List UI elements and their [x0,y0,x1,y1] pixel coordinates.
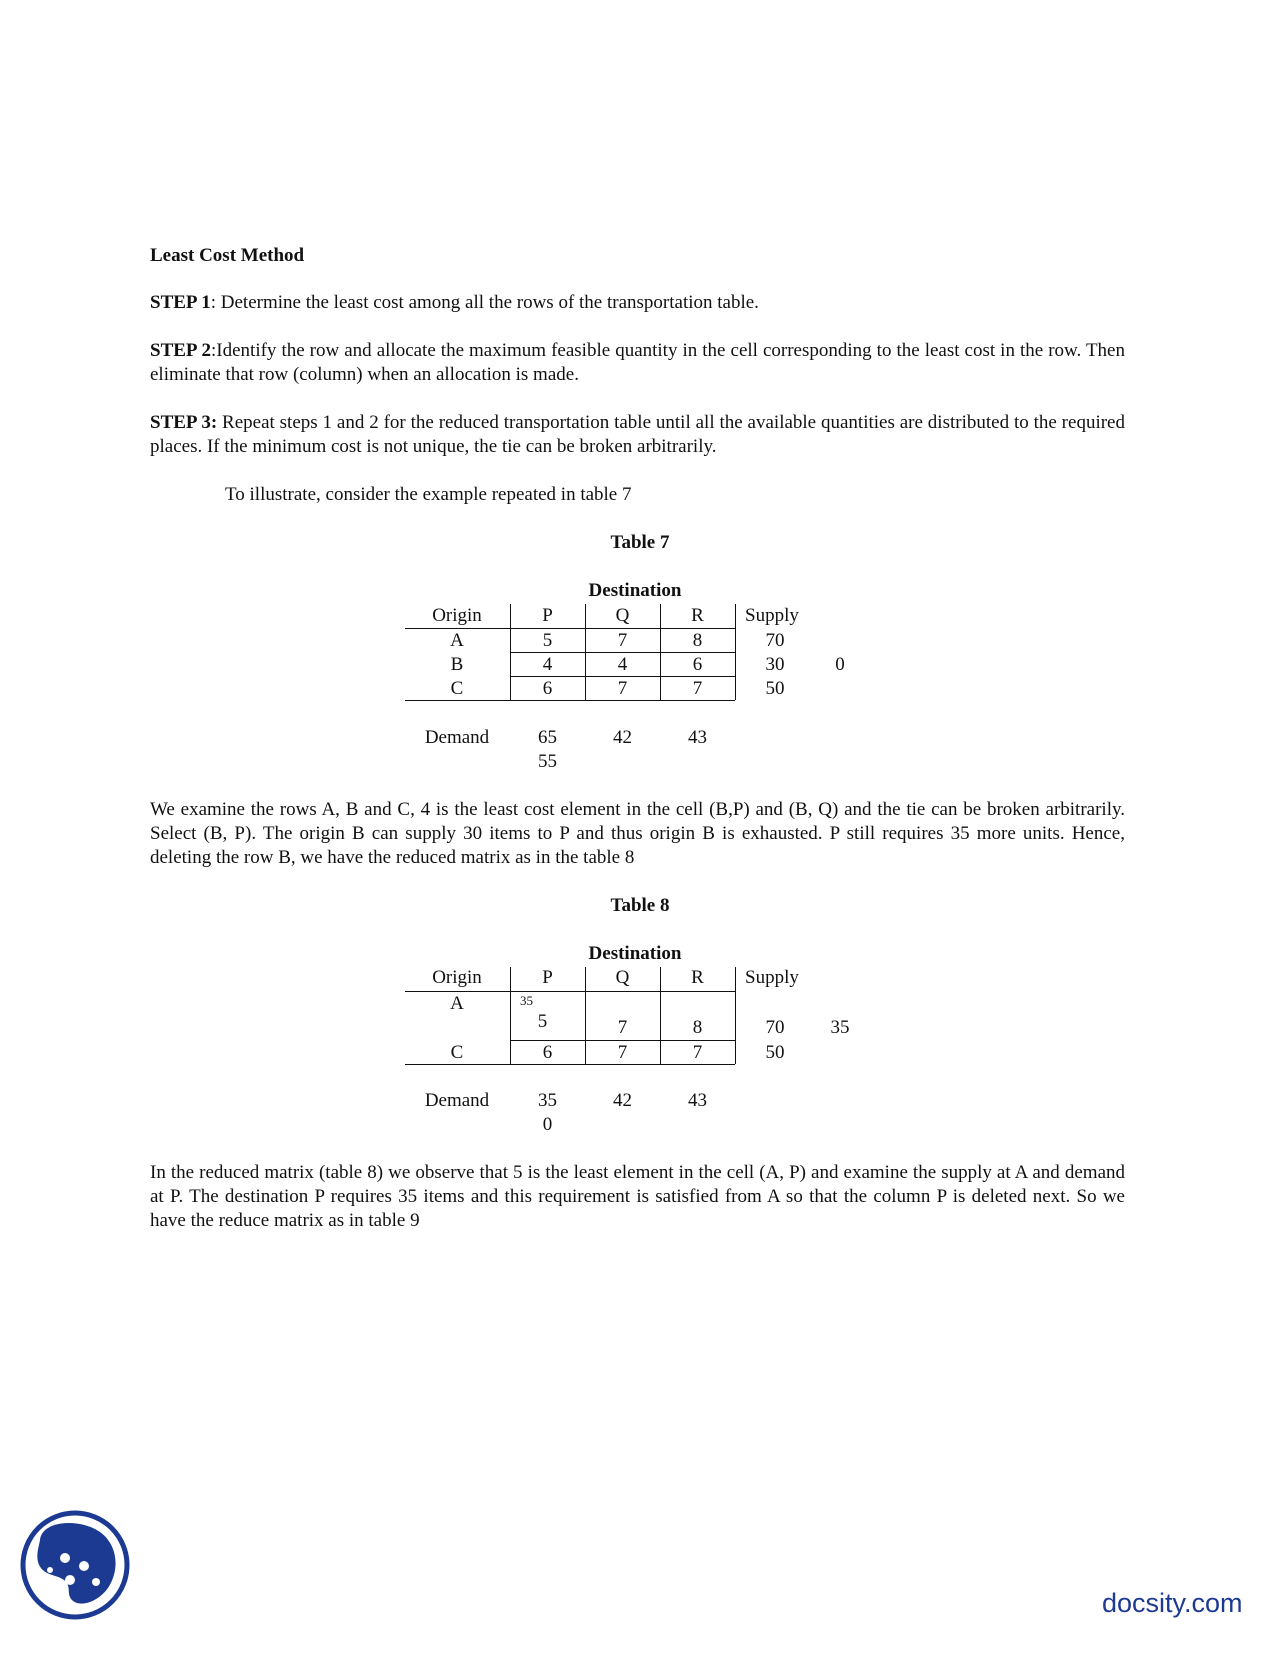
step-3-text: Repeat steps 1 and 2 for the reduced transportation table until all the available quantities are distributed to the required places. If the minimum cost is not unique, the tie can be broken arbitrarily. [150,412,1125,457]
table-8-col-p: P [542,967,553,988]
table-7-rule [510,652,735,653]
table-8-origin-header: Origin [432,967,482,988]
table-7-rule [405,628,735,629]
illustrate-text: To illustrate, consider the example repeated in table 7 [225,484,632,505]
table-8-cell: 6 [542,1042,553,1063]
table-7-col-p: P [542,605,553,626]
table-7-supply-new: 0 [835,654,845,675]
table-7-cell: 5 [542,630,553,651]
page-title: Least Cost Method [150,245,305,266]
table-7-col-r: R [691,605,704,626]
table-8-rule [735,967,736,1064]
docsity-logo-icon[interactable] [20,1510,130,1620]
table-7-supply: 50 [765,678,785,699]
table-7-supply-header: Supply [745,605,799,626]
table-8-caption: Table 8 [610,895,670,916]
table-8-cell: 5 [537,1011,548,1032]
table-7-origin-header: Origin [432,605,482,626]
table-8-cell: 7 [617,1042,628,1063]
table-7-caption: Table 7 [610,532,670,553]
table-7-cell: 8 [692,630,703,651]
table-7-demand: 42 [613,727,632,748]
table-7-cell: 6 [692,654,703,675]
table-7-rule [510,676,735,677]
table-8-demand: 43 [688,1090,707,1111]
table-7-rule [735,604,736,700]
table-7-supply: 30 [765,654,785,675]
table-7-row-origin: A [450,630,464,651]
table-8-supply: 50 [765,1042,785,1063]
table-8-cell: 7 [617,1017,628,1038]
table-8-cell: 7 [692,1042,703,1063]
table-8-col-r: R [691,967,704,988]
step-3-label: STEP 3: [150,412,218,433]
table-7-cell: 7 [617,630,628,651]
step-1 [150,291,1125,315]
step-3 [150,411,1125,459]
table-8-rule [405,1064,735,1065]
table-7-cell: 4 [542,654,553,675]
table-8-cell: 8 [692,1017,703,1038]
paragraph-1: We examine the rows A, B and C, 4 is the least cost element in the cell (B,P) and (B, Q) and the tie can be broken arbitrarily. Select (B, P). The origin B can supply 30 items to P and thus origin B is exhausted. P still requires 35 more units. Hence, deleting the row B, we have the reduced matrix as in the table 8 [150,799,1125,868]
step-1-label: STEP 1 [150,292,211,313]
table-8-rule [510,1040,735,1041]
paragraph-2: In the reduced matrix (table 8) we observe that 5 is the least element in the cell (A, P) and examine the supply at A and demand at P. The destination P requires 35 items and this requirement is satisfied from A so that the column P is deleted next. So we have the reduce matrix as in table 9 [150,1162,1125,1231]
table-7-col-q: Q [615,605,630,626]
table-7-row-origin: B [450,654,464,675]
table-7-supply: 70 [765,630,785,651]
step-2-text: :Identify the row and allocate the maximum feasible quantity in the cell corresponding to the least cost in the row. Then eliminate that row (column) when an allocation is made. [150,340,1125,385]
table-8-rule [405,991,735,992]
table-8-col-q: Q [615,967,630,988]
table-7-row-origin: C [450,678,464,699]
table-8-demand: 35 [538,1090,557,1111]
table-8-row-origin: C [450,1042,464,1063]
table-7-cell: 7 [617,678,628,699]
table-7-demand-label: Demand [424,727,490,748]
step-2-label: STEP 2 [150,340,211,361]
table-7-demand: 65 [538,727,557,748]
table-8-supply: 70 [765,1017,785,1038]
table-7-cell: 6 [542,678,553,699]
table-8-demand: 42 [613,1090,632,1111]
step-1-text: : Determine the least cost among all the rows of the transportation table. [210,292,759,313]
table-8-row-origin: A [450,993,464,1014]
table-7-destination: Destination [588,580,682,601]
table-8-demand-label: Demand [424,1090,490,1111]
table-7-cell: 7 [692,678,703,699]
table-7-cell: 4 [617,654,628,675]
table-8-supply-header: Supply [745,967,799,988]
table-7-rule [405,700,735,701]
table-7-demand-new: 55 [538,751,557,772]
docsity-brand-link[interactable]: docsity.com [1102,1588,1243,1618]
step-2 [150,339,1125,387]
table-8-supply-new: 35 [830,1017,850,1038]
table-8-destination: Destination [588,943,682,964]
table-7-demand: 43 [688,727,707,748]
table-8-demand-new: 0 [542,1114,553,1135]
table-8-allocation: 35 [520,993,533,1008]
